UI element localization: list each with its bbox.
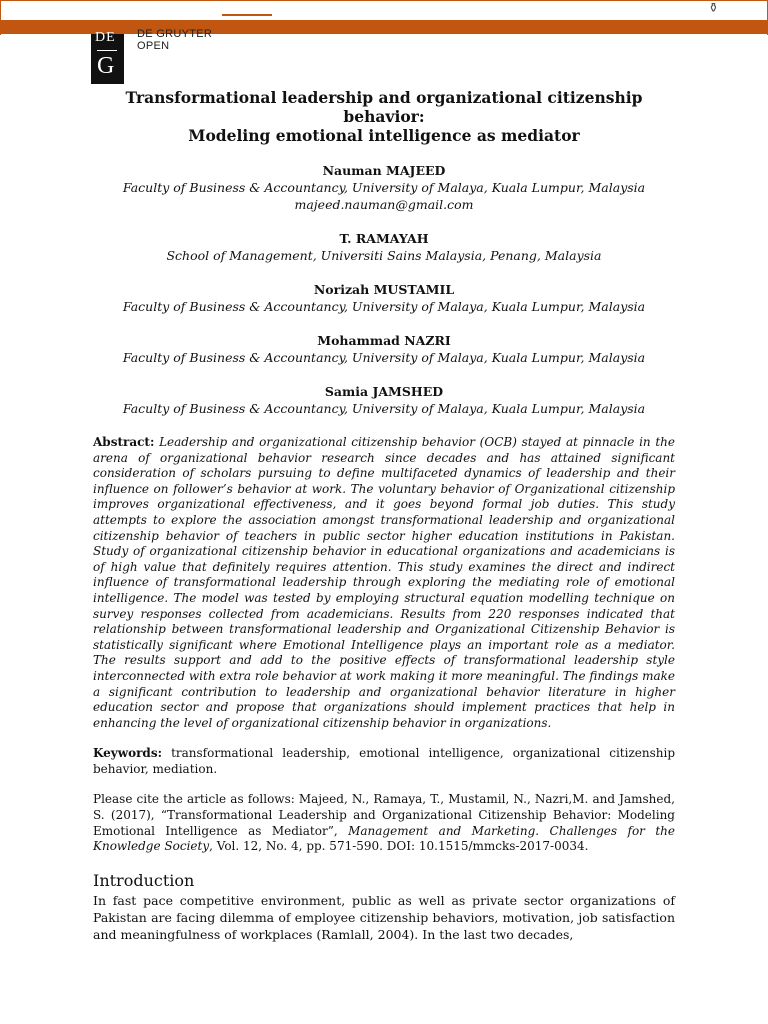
toolbar-link[interactable] xyxy=(222,14,272,16)
author-affiliation: Faculty of Business & Accountancy, University of Malaya, Kuala Lumpur, Malaysia xyxy=(122,401,646,416)
author-name: Samia JAMSHED xyxy=(324,384,444,399)
author-block xyxy=(93,383,675,417)
author-affiliation: Faculty of Business & Accountancy, University of Malaya, Kuala Lumpur, Malaysia xyxy=(122,350,646,365)
author-affiliation: Faculty of Business & Accountancy, University of Malaya, Kuala Lumpur, Malaysia xyxy=(122,180,646,195)
author-affiliation: School of Management, Universiti Sains Malaysia, Penang, Malaysia xyxy=(166,248,602,263)
citation xyxy=(93,792,675,854)
author-name: Nauman MAJEED xyxy=(322,163,446,178)
publisher-name-top: DE GRUYTER xyxy=(137,28,213,40)
introduction-text: In fast pace competitive environment, public as well as private sector organizations of Pakistan are facing dilemma of employee citizenship behaviors, motivation, job satisfaction and meaningfulness of workplaces (Ramlall, 2004). In the last two decades, xyxy=(93,892,675,942)
abstract-label: Abstract: xyxy=(93,435,155,449)
abstract-text: Leadership and organizational citizenship behavior (OCB) stayed at pinnacle in the arena of organizational behavior research since decades and has attained significant consideration of scholars pursuing to define multifaceted dynamics of leadership and their influence on follower’s behavior at work. The voluntary behavior of Organizational citizenship improves organizational effectiveness, and it goes beyond formal job duties. This study attempts to explore the association amongst transformational leadership and organizational citizenship behavior of teachers in public sector higher education institutions in Pakistan. Study of organizational citizenship behavior in educational organizations and academicians is of high value that definitely requires attention. This study examines the direct and indirect influence of transformational leadership through exploring the mediating role of emotional intelligence. The model was tested by employing structural equation modelling technique on survey responses collected from academicians. Results from 220 responses indicated that relationship between transformational leadership and Organizational Citizenship Behavior is statistically significant where Emotional Intelligence plays an important role as a mediator. The results support and add to the positive effects of transformational leadership style interconnected with extra role behavior at work making it more meaningful. The findings make a significant contribution to leadership and organizational behavior literature in higher education sector and propose that organizations should implement practices that help in enhancing the level of organizational citizenship behavior in organizations. xyxy=(93,435,675,730)
logo-letter-g: G xyxy=(97,53,115,79)
logo-divider xyxy=(97,50,117,51)
author-email[interactable]: majeed.nauman@gmail.com xyxy=(294,197,474,212)
abstract xyxy=(93,435,675,731)
author-name: T. RAMAYAH xyxy=(339,231,429,246)
keywords-text: transformational leadership, emotional intelligence, organizational citizenship behavior, mediation. xyxy=(93,746,675,776)
author-block xyxy=(93,332,675,366)
author-name: Mohammad NAZRI xyxy=(317,333,451,348)
section-heading-introduction: Introduction xyxy=(93,870,195,890)
citation-journal: Management and Marketing. Challenges for the Knowledge Society xyxy=(93,823,676,854)
logo-letters-top: DE xyxy=(95,30,116,45)
publisher-logo xyxy=(91,30,124,84)
download-icon[interactable]: ⚱ xyxy=(708,1,719,16)
citation-prefix: Please cite the article as follows: Majeed, N., Ramaya, T., Mustamil, N., Nazri,M. and Jamshed, S. (2017), “Transformational Leadership and Organizational Citizenship Behavior: Modeling Emotional Intelligence as Mediator”, xyxy=(93,792,675,838)
author-block xyxy=(93,230,675,264)
author-affiliation: Faculty of Business & Accountancy, University of Malaya, Kuala Lumpur, Malaysia xyxy=(122,299,646,314)
paper-title xyxy=(93,88,675,145)
author-block xyxy=(93,281,675,315)
author-name: Norizah MUSTAMIL xyxy=(313,282,455,297)
paper-title-line-2: Modeling emotional intelligence as mediator xyxy=(188,126,580,145)
author-block xyxy=(93,162,675,213)
paper-content xyxy=(93,88,675,943)
keywords-label: Keywords: xyxy=(93,746,163,761)
paper-title-line-1: Transformational leadership and organizational citizenship behavior: xyxy=(125,88,643,126)
keywords xyxy=(93,746,675,777)
publisher-name xyxy=(137,28,212,52)
citation-suffix: , Vol. 12, No. 4, pp. 571-590. DOI: 10.1515/mmcks-2017-0034. xyxy=(209,839,589,854)
publisher-name-bottom: OPEN xyxy=(137,40,170,52)
